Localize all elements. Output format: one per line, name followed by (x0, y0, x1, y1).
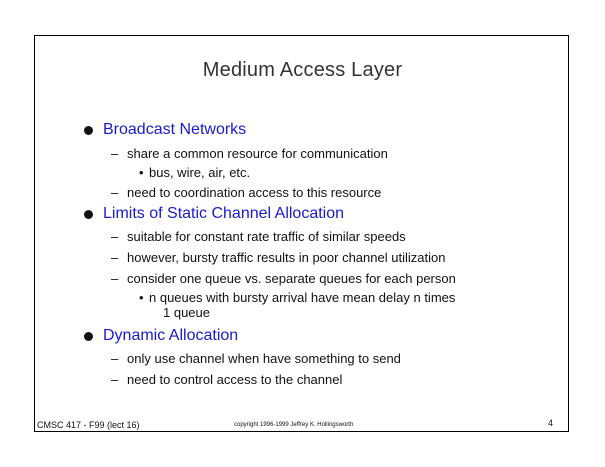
dash-icon: – (111, 351, 119, 366)
bullet-heading: Dynamic Allocation (103, 327, 239, 344)
dash-icon: – (111, 146, 119, 161)
dash-icon: – (111, 250, 119, 265)
slide-title: Medium Access Layer (202, 59, 403, 81)
bullet-broadcast-networks (84, 121, 246, 139)
footer-copyright: copyright 1996-1999 Jeffrey K. Hollingsworth (234, 422, 354, 428)
sub-item-text: n queues with bursty arrival have mean delay n times (149, 290, 456, 305)
page-number: 4 (548, 418, 554, 428)
dash-icon: – (111, 372, 119, 387)
sub-item (139, 290, 455, 320)
dash-item (111, 146, 388, 161)
sub-bullet-icon: • (139, 165, 144, 180)
footer-course: CMSC 417 - F99 (lect 16) (37, 420, 140, 430)
dash-item-text: suitable for constant rate traffic of similar speeds (127, 229, 406, 244)
dash-item-text: need to control access to the channel (127, 372, 343, 387)
sub-item-continuation: 1 queue (163, 305, 210, 320)
dash-icon: – (111, 185, 119, 200)
dash-item (111, 271, 456, 286)
bullet-dot-icon (84, 332, 93, 341)
dash-item-text: consider one queue vs. separate queues for each person (127, 271, 456, 286)
dash-item-text: only use channel when have something to send (127, 351, 401, 366)
dash-item (111, 229, 406, 244)
sub-item-text: bus, wire, air, etc. (149, 165, 251, 180)
bullet-static-allocation (84, 205, 344, 223)
sub-item (139, 165, 250, 180)
dash-icon: – (111, 271, 119, 286)
bullet-dynamic-allocation (84, 327, 238, 345)
dash-item-text: however, bursty traffic results in poor channel utilization (127, 250, 446, 265)
sub-bullet-icon: • (139, 290, 144, 305)
bullet-heading: Limits of Static Channel Allocation (103, 205, 345, 222)
dash-item (111, 250, 445, 265)
bullet-heading: Broadcast Networks (103, 121, 247, 138)
dash-item (111, 351, 401, 366)
dash-item-text: share a common resource for communication (127, 146, 388, 161)
dash-item-text: need to coordination access to this resource (127, 185, 382, 200)
bullet-dot-icon (84, 126, 93, 135)
dash-item (111, 372, 342, 387)
bullet-dot-icon (84, 210, 93, 219)
dash-icon: – (111, 229, 119, 244)
dash-item (111, 185, 381, 200)
